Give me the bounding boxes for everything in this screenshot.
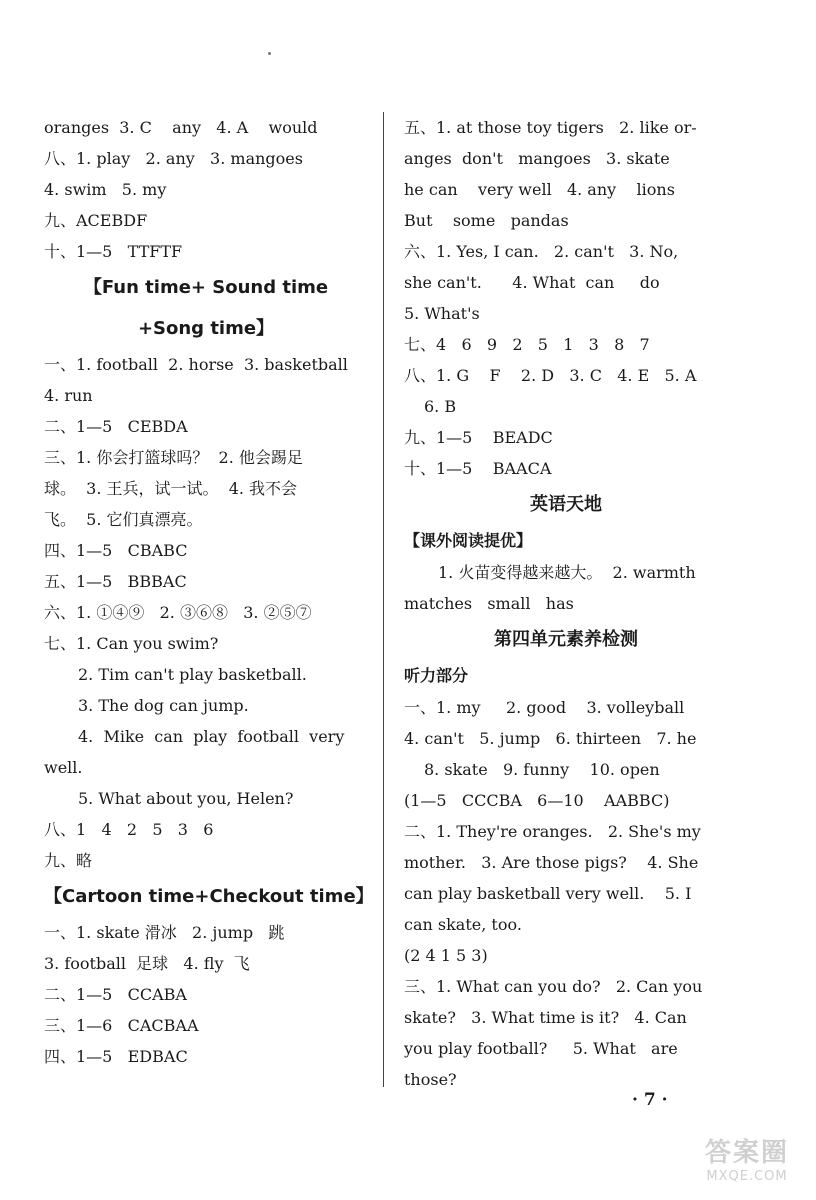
answer-line: he can very well 4. any lions bbox=[404, 180, 675, 199]
answer-line: 8. skate 9. funny 10. open bbox=[424, 760, 660, 779]
answer-line: she can't. 4. What can do bbox=[404, 273, 660, 292]
answer-line: matches small has bbox=[404, 594, 574, 613]
right-answer-column bbox=[404, 112, 728, 1095]
answer-line: 3. The dog can jump. bbox=[78, 696, 249, 715]
answer-line: 三、1. 你会打篮球吗？ 2. 他会踢足 bbox=[44, 448, 303, 467]
answer-line: 一、1. skate 滑冰 2. jump 跳 bbox=[44, 923, 285, 942]
watermark-mark: 答案圈 bbox=[704, 1138, 789, 1168]
answer-line: 1. 火苗变得越来越大。 2. warmth bbox=[438, 563, 696, 582]
column-divider bbox=[383, 112, 384, 1087]
answer-line: 三、1—6 CACBAA bbox=[44, 1016, 199, 1035]
answer-line: 八、1 4 2 5 3 6 bbox=[44, 820, 214, 839]
answer-line: skate? 3. What time is it? 4. Can bbox=[404, 1008, 687, 1027]
answer-line: 四、1—5 EDBAC bbox=[44, 1047, 188, 1066]
answer-line: 六、1. ①④⑨ 2. ③⑥⑧ 3. ②⑤⑦ bbox=[44, 603, 312, 622]
answer-line: 十、1—5 TTFTF bbox=[44, 242, 183, 261]
answer-line: anges don't mangoes 3. skate bbox=[404, 149, 670, 168]
answer-line: 五、1. at those toy tigers 2. like or- bbox=[404, 118, 697, 137]
answer-line: 七、1. Can you swim? bbox=[44, 634, 219, 653]
section-heading: 【Cartoon time+Checkout time】 bbox=[44, 886, 374, 907]
answer-line: 九、1—5 BEADC bbox=[404, 428, 553, 447]
answer-line: 二、1—5 CCABA bbox=[44, 985, 187, 1004]
answer-line: 4. swim 5. my bbox=[44, 180, 167, 199]
answer-line: mother. 3. Are those pigs? 4. She bbox=[404, 853, 699, 872]
answer-line: 八、1. G F 2. D 3. C 4. E 5. A bbox=[404, 366, 697, 385]
answer-line: 一、1. football 2. horse 3. basketball bbox=[44, 355, 348, 374]
left-answer-column bbox=[44, 112, 374, 1072]
answer-line: 八、1. play 2. any 3. mangoes bbox=[44, 149, 303, 168]
answer-line: those? bbox=[404, 1070, 457, 1089]
answer-line: 4. can't 5. jump 6. thirteen 7. he bbox=[404, 729, 697, 748]
answer-line: 飞。 5. 它们真漂亮。 bbox=[44, 510, 203, 529]
watermark-logo bbox=[692, 1138, 802, 1192]
answer-line: 九、ACEBDF bbox=[44, 211, 148, 230]
watermark-url: MXQE.COM bbox=[706, 1169, 788, 1184]
answer-line: 五、1—5 BBBAC bbox=[44, 572, 187, 591]
printing-dot bbox=[268, 52, 271, 55]
answer-line: can play basketball very well. 5. I bbox=[404, 884, 692, 903]
answer-line: 七、4 6 9 2 5 1 3 8 7 bbox=[404, 335, 650, 354]
section-subheading: 听力部分 bbox=[404, 666, 469, 685]
section-heading: 第四单元素养检测 bbox=[494, 629, 638, 650]
section-subheading: 【课外阅读提优】 bbox=[404, 531, 533, 550]
answer-line: 六、1. Yes, I can. 2. can't 3. No, bbox=[404, 242, 679, 261]
answer-line: 3. football 足球 4. fly 飞 bbox=[44, 954, 250, 973]
answer-line: 三、1. What can you do? 2. Can you bbox=[404, 977, 703, 996]
answer-line: 球。 3. 王兵，试一试。 4. 我不会 bbox=[44, 479, 298, 498]
answer-line: (1—5 CCCBA 6—10 AABBC) bbox=[404, 791, 670, 810]
answer-line: 一、1. my 2. good 3. volleyball bbox=[404, 698, 685, 717]
section-heading: 【Fun time+ Sound time bbox=[83, 277, 329, 298]
answer-line: 十、1—5 BAACA bbox=[404, 459, 552, 478]
section-heading: 英语天地 bbox=[530, 494, 602, 515]
answer-line: can skate, too. bbox=[404, 915, 522, 934]
answer-line: 6. B bbox=[424, 397, 457, 416]
page-number: · 7 · bbox=[632, 1090, 668, 1110]
answer-line: 二、1. They're oranges. 2. She's my bbox=[404, 822, 701, 841]
answer-line: 4. run bbox=[44, 386, 93, 405]
answer-line: 四、1—5 CBABC bbox=[44, 541, 188, 560]
answer-line: But some pandas bbox=[404, 211, 569, 230]
answer-line: 5. What about you, Helen? bbox=[78, 789, 294, 808]
answer-line: 九、略 bbox=[44, 851, 93, 870]
answer-line: 2. Tim can't play basketball. bbox=[78, 665, 307, 684]
answer-line: 4. Mike can play football very bbox=[78, 727, 345, 746]
answer-line: you play football? 5. What are bbox=[404, 1039, 678, 1058]
section-heading: +Song time】 bbox=[137, 318, 275, 339]
answer-line: 5. What's bbox=[404, 304, 480, 323]
answer-line: oranges 3. C any 4. A would bbox=[44, 118, 318, 137]
answer-line: 二、1—5 CEBDA bbox=[44, 417, 188, 436]
answer-line: (2 4 1 5 3) bbox=[404, 946, 488, 965]
answer-line: well. bbox=[44, 758, 83, 777]
